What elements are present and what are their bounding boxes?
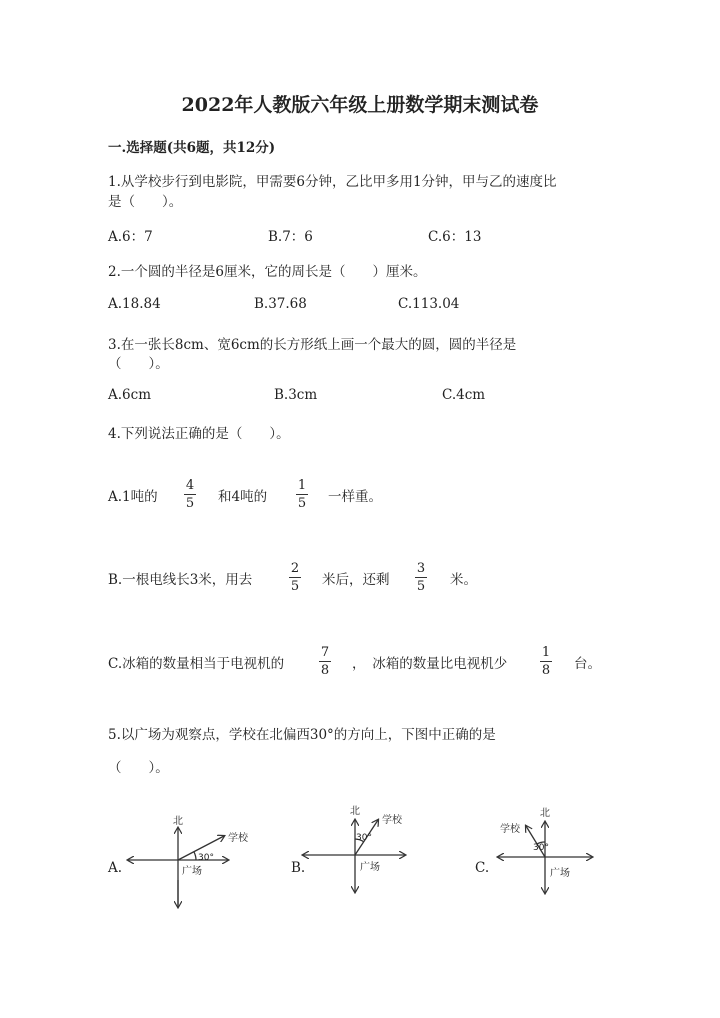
page-title: 2022年人教版六年级上册数学期末测试卷	[181, 94, 539, 116]
fraction-denominator: 5	[297, 496, 307, 511]
fraction-numerator: 1	[541, 645, 551, 660]
fraction-numerator: 2	[290, 561, 300, 576]
fraction-bar	[289, 577, 301, 578]
option-a-fraction-2	[294, 478, 310, 511]
fraction-bar	[415, 577, 427, 578]
option-b-fraction-1	[287, 561, 303, 594]
section-heading: 一.选择题(共6题，共12分)	[108, 140, 276, 156]
question-3-option-b[interactable]: B.3cm	[274, 387, 318, 403]
fraction-numerator: 1	[297, 478, 307, 493]
diagram-a-plaza-label: 广场	[182, 866, 202, 877]
question-3-stem: 3.在一张长8cm、宽6cm的长方形纸上画一个最大的圆，圆的半径是	[108, 337, 517, 353]
option-a-text-3: 一样重。	[328, 489, 382, 505]
fraction-bar	[319, 661, 331, 662]
diagram-b-north-label: 北	[350, 806, 360, 817]
option-c-fraction-2	[538, 645, 554, 678]
diagram-b-plaza-label: 广场	[360, 862, 380, 873]
question-1-option-b[interactable]: B.7：6	[268, 229, 313, 245]
question-2-option-b[interactable]: B.37.68	[254, 296, 307, 312]
option-b-fraction-2	[413, 561, 429, 594]
question-2-stem: 2.一个圆的半径是6厘米，它的周长是（ ）厘米。	[108, 264, 427, 280]
fraction-denominator: 8	[541, 663, 551, 678]
fraction-denominator: 5	[290, 579, 300, 594]
question-1-stem: 1.从学校步行到电影院，甲需要6分钟，乙比甲多用1分钟，甲与乙的速度比	[108, 174, 557, 190]
diagram-a-school-label: 学校	[228, 833, 248, 844]
option-c-text-3: 台。	[574, 656, 601, 672]
question-2-option-a[interactable]: A.18.84	[108, 296, 161, 312]
diagram-a-angle-label: 30°	[198, 853, 214, 863]
fraction-numerator: 4	[185, 478, 195, 493]
diagram-a	[128, 828, 228, 907]
fraction-denominator: 8	[320, 663, 330, 678]
fraction-denominator: 5	[185, 496, 195, 511]
question-3-option-a[interactable]: A.6cm	[108, 387, 151, 403]
question-5-stem: 5.以广场为观察点，学校在北偏西30°的方向上，下图中正确的是	[108, 727, 496, 743]
school-direction-line	[355, 820, 378, 855]
question-2-option-c[interactable]: C.113.04	[398, 296, 460, 312]
angle-arc	[355, 839, 364, 842]
question-3-option-c[interactable]: C.4cm	[442, 387, 486, 403]
option-a-fraction-1	[182, 478, 198, 511]
fraction-numerator: 3	[416, 561, 426, 576]
question-3-stem-continued: （ ）。	[108, 356, 169, 372]
diagram-a-north-label: 北	[173, 816, 183, 827]
diagram-c-north-label: 北	[540, 808, 550, 819]
fraction-bar	[540, 661, 552, 662]
diagram-b	[303, 820, 405, 892]
question-5-stem-continued: （ ）。	[108, 760, 169, 776]
option-b-text-1: B.一根电线长3米，用去	[108, 572, 253, 588]
question-5-option-a-label[interactable]: A.	[108, 860, 123, 876]
school-direction-line	[178, 836, 224, 860]
angle-arc	[537, 842, 545, 844]
diagram-c-school-label: 学校	[500, 824, 520, 835]
option-c-text-1: C.冰箱的数量相当于电视机的	[108, 656, 285, 672]
option-c-text-2: ， 冰箱的数量比电视机少	[352, 656, 508, 672]
angle-arc	[194, 852, 196, 860]
fraction-numerator: 7	[320, 645, 330, 660]
question-1-option-c[interactable]: C.6：13	[428, 229, 482, 245]
school-direction-line	[526, 826, 545, 857]
diagram-b-angle-label: 30°	[356, 833, 372, 843]
fraction-bar	[184, 494, 196, 495]
option-c-fraction-1	[317, 645, 333, 678]
question-5-option-b-label[interactable]: B.	[291, 860, 306, 876]
question-5-option-c-label[interactable]: C.	[475, 860, 490, 876]
fraction-bar	[296, 494, 308, 495]
option-b-text-3: 米。	[450, 572, 477, 588]
diagram-c	[498, 822, 592, 893]
option-a-text-1: A.1吨的	[108, 489, 158, 505]
question-1-option-a[interactable]: A.6：7	[108, 229, 153, 245]
diagram-c-angle-label: 30°	[533, 843, 549, 853]
diagram-c-plaza-label: 广场	[550, 868, 570, 879]
diagram-b-school-label: 学校	[382, 815, 402, 826]
question-4-stem: 4.下列说法正确的是（ ）。	[108, 426, 290, 442]
question-1-stem-continued: 是（ ）。	[108, 194, 183, 210]
option-b-text-2: 米后，还剩	[322, 572, 390, 588]
fraction-denominator: 5	[416, 579, 426, 594]
option-a-text-2: 和4吨的	[218, 489, 268, 505]
